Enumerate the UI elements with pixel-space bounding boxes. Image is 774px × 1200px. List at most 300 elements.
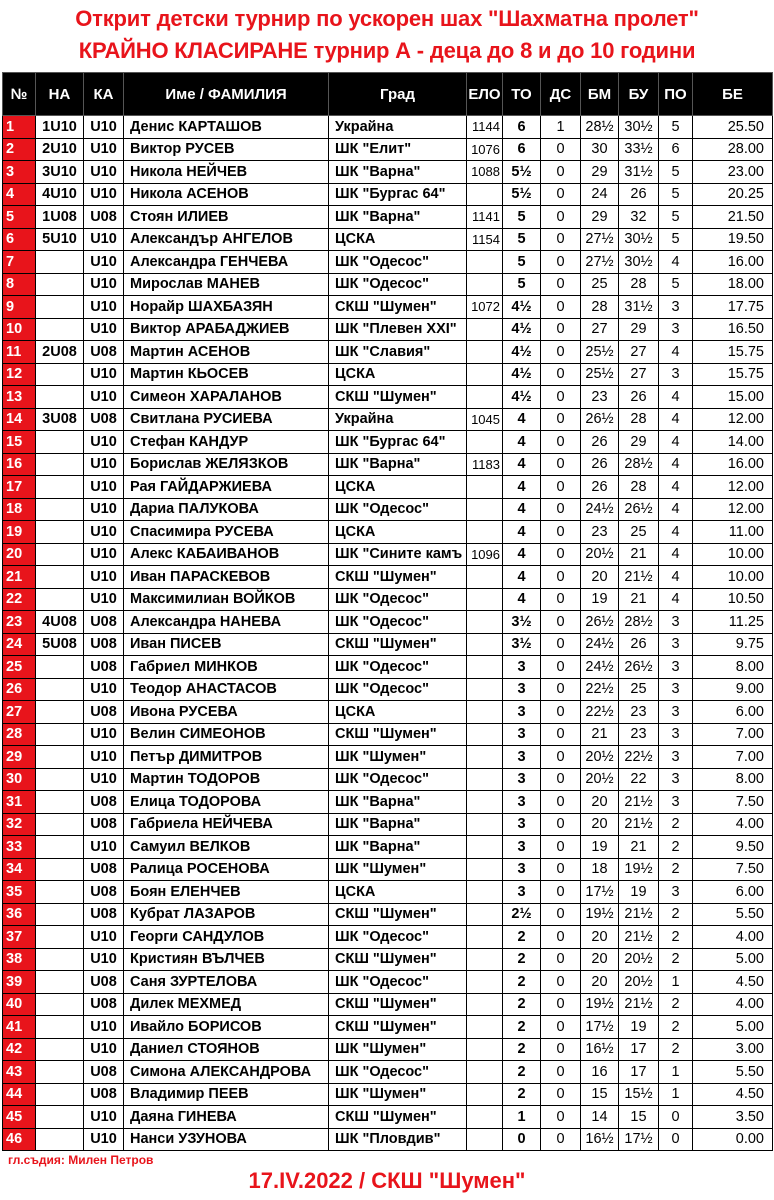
- cell-group: [36, 543, 84, 566]
- cell-median-buchholz: 20½: [581, 768, 619, 791]
- cell-club: ШК "Одесос": [329, 926, 467, 949]
- cell-median-buchholz: 18: [581, 858, 619, 881]
- cell-direct-encounter: 0: [541, 723, 581, 746]
- cell-sonneborn-berger: 9.75: [693, 633, 773, 656]
- cell-sonneborn-berger: 25.50: [693, 116, 773, 139]
- cell-rank: 22: [3, 588, 36, 611]
- cell-category: U10: [84, 161, 124, 184]
- cell-group: [36, 476, 84, 499]
- cell-category: U10: [84, 386, 124, 409]
- cell-sonneborn-berger: 6.00: [693, 881, 773, 904]
- cell-direct-encounter: 0: [541, 768, 581, 791]
- cell-points: 3: [503, 858, 541, 881]
- cell-player-name: Даниел СТОЯНОВ: [124, 1038, 329, 1061]
- cell-group: [36, 498, 84, 521]
- cell-club: ШК "Шумен": [329, 1038, 467, 1061]
- cell-group: [36, 273, 84, 296]
- cell-points: 2: [503, 1061, 541, 1084]
- cell-median-buchholz: 14: [581, 1106, 619, 1129]
- cell-category: U08: [84, 903, 124, 926]
- cell-buchholz: 32: [619, 206, 659, 229]
- table-row: [3, 836, 773, 859]
- table-row: [3, 453, 773, 476]
- cell-elo: [467, 273, 503, 296]
- cell-rank: 46: [3, 1128, 36, 1151]
- cell-wins: 1: [659, 1061, 693, 1084]
- cell-player-name: Кристиян ВЪЛЧЕВ: [124, 948, 329, 971]
- cell-elo: [467, 633, 503, 656]
- cell-category: U08: [84, 341, 124, 364]
- cell-sonneborn-berger: 9.00: [693, 678, 773, 701]
- cell-club: ШК "Варна": [329, 206, 467, 229]
- cell-club: ШК "Варна": [329, 161, 467, 184]
- cell-player-name: Георги САНДУЛОВ: [124, 926, 329, 949]
- cell-club: ШК "Варна": [329, 813, 467, 836]
- cell-wins: 2: [659, 1016, 693, 1039]
- cell-group: 5U10: [36, 228, 84, 251]
- cell-buchholz: 33½: [619, 138, 659, 161]
- cell-club: ШК "Шумен": [329, 1083, 467, 1106]
- cell-elo: [467, 723, 503, 746]
- cell-sonneborn-berger: 14.00: [693, 431, 773, 454]
- cell-points: 2: [503, 948, 541, 971]
- cell-elo: [467, 318, 503, 341]
- table-row: [3, 1061, 773, 1084]
- cell-club: Украйна: [329, 116, 467, 139]
- column-header-points: ТО: [503, 73, 541, 116]
- cell-category: U08: [84, 206, 124, 229]
- cell-wins: 4: [659, 588, 693, 611]
- cell-median-buchholz: 20: [581, 566, 619, 589]
- cell-category: U10: [84, 1016, 124, 1039]
- cell-elo: [467, 791, 503, 814]
- cell-sonneborn-berger: 11.25: [693, 611, 773, 634]
- cell-wins: 2: [659, 813, 693, 836]
- cell-buchholz: 28: [619, 408, 659, 431]
- cell-buchholz: 27: [619, 363, 659, 386]
- cell-sonneborn-berger: 12.00: [693, 408, 773, 431]
- cell-wins: 6: [659, 138, 693, 161]
- cell-sonneborn-berger: 3.00: [693, 1038, 773, 1061]
- cell-wins: 2: [659, 903, 693, 926]
- cell-rank: 2: [3, 138, 36, 161]
- cell-elo: 1045: [467, 408, 503, 431]
- cell-sonneborn-berger: 4.00: [693, 926, 773, 949]
- cell-rank: 31: [3, 791, 36, 814]
- cell-club: ШК "Одесос": [329, 611, 467, 634]
- cell-player-name: Денис КАРТАШОВ: [124, 116, 329, 139]
- cell-buchholz: 31½: [619, 161, 659, 184]
- table-row: [3, 273, 773, 296]
- cell-rank: 30: [3, 768, 36, 791]
- cell-category: U10: [84, 116, 124, 139]
- cell-median-buchholz: 29: [581, 206, 619, 229]
- table-row: [3, 791, 773, 814]
- cell-median-buchholz: 24½: [581, 656, 619, 679]
- cell-group: 3U08: [36, 408, 84, 431]
- cell-club: СКШ "Шумен": [329, 993, 467, 1016]
- cell-buchholz: 21: [619, 588, 659, 611]
- cell-buchholz: 27: [619, 341, 659, 364]
- table-row: [3, 431, 773, 454]
- cell-points: 3: [503, 768, 541, 791]
- cell-club: ШК "Одесос": [329, 251, 467, 274]
- cell-points: 2: [503, 993, 541, 1016]
- cell-median-buchholz: 19½: [581, 903, 619, 926]
- cell-wins: 3: [659, 611, 693, 634]
- table-row: [3, 1128, 773, 1151]
- cell-median-buchholz: 26½: [581, 611, 619, 634]
- cell-elo: 1096: [467, 543, 503, 566]
- cell-elo: [467, 701, 503, 724]
- cell-sonneborn-berger: 10.00: [693, 566, 773, 589]
- cell-direct-encounter: 0: [541, 1061, 581, 1084]
- cell-rank: 11: [3, 341, 36, 364]
- cell-points: 3: [503, 791, 541, 814]
- cell-buchholz: 30½: [619, 228, 659, 251]
- table-row: [3, 633, 773, 656]
- table-row: [3, 363, 773, 386]
- cell-buchholz: 26: [619, 183, 659, 206]
- cell-player-name: Мартин КЬОСЕВ: [124, 363, 329, 386]
- cell-direct-encounter: 0: [541, 341, 581, 364]
- cell-sonneborn-berger: 16.00: [693, 251, 773, 274]
- cell-sonneborn-berger: 12.00: [693, 498, 773, 521]
- cell-category: U10: [84, 521, 124, 544]
- cell-elo: [467, 1106, 503, 1129]
- cell-points: 0: [503, 1128, 541, 1151]
- cell-median-buchholz: 20: [581, 926, 619, 949]
- column-header-buchholz: БУ: [619, 73, 659, 116]
- cell-direct-encounter: 0: [541, 633, 581, 656]
- cell-club: ШК "Шумен": [329, 746, 467, 769]
- cell-category: U10: [84, 498, 124, 521]
- cell-category: U10: [84, 318, 124, 341]
- cell-player-name: Елица ТОДОРОВА: [124, 791, 329, 814]
- cell-direct-encounter: 0: [541, 993, 581, 1016]
- cell-rank: 6: [3, 228, 36, 251]
- cell-sonneborn-berger: 16.00: [693, 453, 773, 476]
- cell-player-name: Иван ПИСЕВ: [124, 633, 329, 656]
- cell-elo: [467, 476, 503, 499]
- cell-group: [36, 678, 84, 701]
- cell-club: ЦСКА: [329, 363, 467, 386]
- cell-group: [36, 431, 84, 454]
- cell-club: ШК "Одесос": [329, 678, 467, 701]
- cell-category: U08: [84, 791, 124, 814]
- cell-category: U10: [84, 453, 124, 476]
- cell-buchholz: 19: [619, 1016, 659, 1039]
- cell-group: [36, 903, 84, 926]
- cell-elo: [467, 341, 503, 364]
- table-row: [3, 116, 773, 139]
- cell-wins: 4: [659, 521, 693, 544]
- cell-sonneborn-berger: 7.50: [693, 791, 773, 814]
- cell-wins: 4: [659, 386, 693, 409]
- cell-player-name: Симона АЛЕКСАНДРОВА: [124, 1061, 329, 1084]
- cell-median-buchholz: 17½: [581, 881, 619, 904]
- cell-rank: 34: [3, 858, 36, 881]
- cell-buchholz: 29: [619, 318, 659, 341]
- cell-elo: 1154: [467, 228, 503, 251]
- cell-sonneborn-berger: 16.50: [693, 318, 773, 341]
- cell-category: U10: [84, 588, 124, 611]
- table-row: [3, 296, 773, 319]
- cell-player-name: Никола НЕЙЧЕВ: [124, 161, 329, 184]
- cell-player-name: Велин СИМЕОНОВ: [124, 723, 329, 746]
- cell-club: СКШ "Шумен": [329, 296, 467, 319]
- cell-buchholz: 17: [619, 1038, 659, 1061]
- cell-player-name: Самуил ВЕЛКОВ: [124, 836, 329, 859]
- cell-elo: [467, 993, 503, 1016]
- cell-category: U10: [84, 476, 124, 499]
- cell-rank: 4: [3, 183, 36, 206]
- cell-buchholz: 21: [619, 543, 659, 566]
- cell-group: [36, 971, 84, 994]
- cell-elo: [467, 678, 503, 701]
- cell-sonneborn-berger: 0.00: [693, 1128, 773, 1151]
- cell-player-name: Виктор РУСЕВ: [124, 138, 329, 161]
- table-row: [3, 1083, 773, 1106]
- cell-player-name: Даяна ГИНЕВА: [124, 1106, 329, 1129]
- table-row: [3, 948, 773, 971]
- cell-buchholz: 23: [619, 701, 659, 724]
- table-body: [3, 116, 773, 1151]
- cell-wins: 5: [659, 206, 693, 229]
- cell-group: [36, 791, 84, 814]
- column-header-median-buchholz: БМ: [581, 73, 619, 116]
- cell-wins: 3: [659, 363, 693, 386]
- table-row: [3, 1106, 773, 1129]
- cell-median-buchholz: 27: [581, 318, 619, 341]
- cell-player-name: Борислав ЖЕЛЯЗКОВ: [124, 453, 329, 476]
- table-row: [3, 881, 773, 904]
- table-row: [3, 318, 773, 341]
- cell-direct-encounter: 0: [541, 206, 581, 229]
- cell-points: 3: [503, 836, 541, 859]
- cell-club: СКШ "Шумен": [329, 1016, 467, 1039]
- cell-player-name: Стефан КАНДУР: [124, 431, 329, 454]
- cell-direct-encounter: 0: [541, 521, 581, 544]
- cell-direct-encounter: 0: [541, 656, 581, 679]
- cell-group: 2U08: [36, 341, 84, 364]
- cell-wins: 3: [659, 723, 693, 746]
- cell-elo: [467, 521, 503, 544]
- cell-rank: 9: [3, 296, 36, 319]
- cell-elo: 1076: [467, 138, 503, 161]
- cell-rank: 5: [3, 206, 36, 229]
- cell-rank: 44: [3, 1083, 36, 1106]
- cell-club: ШК "Елит": [329, 138, 467, 161]
- cell-direct-encounter: 0: [541, 408, 581, 431]
- cell-club: ШК "Сините камъ: [329, 543, 467, 566]
- table-row: [3, 228, 773, 251]
- cell-wins: 4: [659, 408, 693, 431]
- table-row: [3, 1016, 773, 1039]
- cell-median-buchholz: 25½: [581, 341, 619, 364]
- cell-points: 4: [503, 566, 541, 589]
- cell-group: [36, 1061, 84, 1084]
- cell-category: U10: [84, 363, 124, 386]
- cell-buchholz: 17: [619, 1061, 659, 1084]
- cell-rank: 16: [3, 453, 36, 476]
- cell-points: 3½: [503, 633, 541, 656]
- cell-buchholz: 26½: [619, 656, 659, 679]
- cell-median-buchholz: 27½: [581, 228, 619, 251]
- cell-rank: 3: [3, 161, 36, 184]
- cell-buchholz: 25: [619, 678, 659, 701]
- cell-buchholz: 21: [619, 836, 659, 859]
- cell-direct-encounter: 0: [541, 1038, 581, 1061]
- cell-points: 5½: [503, 161, 541, 184]
- cell-buchholz: 15: [619, 1106, 659, 1129]
- cell-sonneborn-berger: 18.00: [693, 273, 773, 296]
- cell-wins: 2: [659, 858, 693, 881]
- cell-group: 1U08: [36, 206, 84, 229]
- cell-category: U10: [84, 746, 124, 769]
- cell-group: [36, 453, 84, 476]
- cell-rank: 7: [3, 251, 36, 274]
- cell-player-name: Владимир ПЕЕВ: [124, 1083, 329, 1106]
- cell-rank: 13: [3, 386, 36, 409]
- cell-buchholz: 29: [619, 431, 659, 454]
- cell-sonneborn-berger: 12.00: [693, 476, 773, 499]
- cell-wins: 4: [659, 543, 693, 566]
- cell-median-buchholz: 20½: [581, 746, 619, 769]
- cell-category: U10: [84, 431, 124, 454]
- cell-direct-encounter: 0: [541, 431, 581, 454]
- cell-points: 4: [503, 498, 541, 521]
- cell-median-buchholz: 16½: [581, 1128, 619, 1151]
- cell-rank: 42: [3, 1038, 36, 1061]
- cell-sonneborn-berger: 8.00: [693, 768, 773, 791]
- cell-group: [36, 813, 84, 836]
- cell-club: ШК "Одесос": [329, 656, 467, 679]
- cell-direct-encounter: 0: [541, 273, 581, 296]
- cell-direct-encounter: 0: [541, 858, 581, 881]
- cell-wins: 3: [659, 318, 693, 341]
- cell-player-name: Иван ПАРАСКЕВОВ: [124, 566, 329, 589]
- cell-points: 5: [503, 273, 541, 296]
- cell-group: [36, 1016, 84, 1039]
- cell-club: СКШ "Шумен": [329, 633, 467, 656]
- cell-club: СКШ "Шумен": [329, 903, 467, 926]
- cell-wins: 3: [659, 656, 693, 679]
- cell-points: 3: [503, 678, 541, 701]
- cell-club: ШК "Одесос": [329, 768, 467, 791]
- table-row: [3, 588, 773, 611]
- cell-median-buchholz: 20: [581, 948, 619, 971]
- cell-player-name: Мирослав МАНЕВ: [124, 273, 329, 296]
- cell-elo: [467, 836, 503, 859]
- cell-sonneborn-berger: 3.50: [693, 1106, 773, 1129]
- cell-rank: 21: [3, 566, 36, 589]
- cell-buchholz: 20½: [619, 948, 659, 971]
- cell-elo: [467, 498, 503, 521]
- cell-elo: [467, 746, 503, 769]
- cell-sonneborn-berger: 5.50: [693, 1061, 773, 1084]
- table-row: [3, 993, 773, 1016]
- cell-buchholz: 31½: [619, 296, 659, 319]
- cell-elo: [467, 1038, 503, 1061]
- cell-rank: 37: [3, 926, 36, 949]
- cell-group: [36, 926, 84, 949]
- cell-wins: 0: [659, 1128, 693, 1151]
- standings-subtitle: КРАЙНО КЛАСИРАНЕ турнир А - деца до 8 и до 10 години: [78, 38, 696, 63]
- cell-sonneborn-berger: 21.50: [693, 206, 773, 229]
- cell-sonneborn-berger: 15.75: [693, 341, 773, 364]
- cell-elo: 1088: [467, 161, 503, 184]
- cell-sonneborn-berger: 7.00: [693, 746, 773, 769]
- cell-buchholz: 23: [619, 723, 659, 746]
- table-row: [3, 611, 773, 634]
- cell-median-buchholz: 19½: [581, 993, 619, 1016]
- cell-player-name: Норайр ШАХБАЗЯН: [124, 296, 329, 319]
- cell-club: ШК "Пловдив": [329, 1128, 467, 1151]
- cell-points: 3: [503, 656, 541, 679]
- cell-group: [36, 993, 84, 1016]
- cell-player-name: Ивона РУСЕВА: [124, 701, 329, 724]
- cell-category: U10: [84, 183, 124, 206]
- cell-player-name: Теодор АНАСТАСОВ: [124, 678, 329, 701]
- cell-buchholz: 20½: [619, 971, 659, 994]
- cell-sonneborn-berger: 19.50: [693, 228, 773, 251]
- cell-points: 1: [503, 1106, 541, 1129]
- cell-player-name: Свитлана РУСИЕВА: [124, 408, 329, 431]
- cell-club: ШК "Одесос": [329, 588, 467, 611]
- cell-sonneborn-berger: 4.50: [693, 1083, 773, 1106]
- cell-player-name: Александра НАНЕВА: [124, 611, 329, 634]
- cell-median-buchholz: 24½: [581, 633, 619, 656]
- cell-wins: 4: [659, 566, 693, 589]
- cell-direct-encounter: 0: [541, 183, 581, 206]
- cell-direct-encounter: 0: [541, 453, 581, 476]
- cell-elo: [467, 588, 503, 611]
- column-header-elo: ЕЛО: [467, 73, 503, 116]
- table-row: [3, 251, 773, 274]
- cell-wins: 2: [659, 926, 693, 949]
- cell-group: [36, 768, 84, 791]
- cell-category: U10: [84, 228, 124, 251]
- cell-direct-encounter: 0: [541, 386, 581, 409]
- cell-points: 4½: [503, 296, 541, 319]
- cell-direct-encounter: 0: [541, 1106, 581, 1129]
- cell-points: 2: [503, 1083, 541, 1106]
- table-row: [3, 768, 773, 791]
- cell-points: 2½: [503, 903, 541, 926]
- cell-sonneborn-berger: 4.00: [693, 993, 773, 1016]
- cell-group: 4U08: [36, 611, 84, 634]
- cell-rank: 20: [3, 543, 36, 566]
- cell-elo: [467, 1083, 503, 1106]
- cell-buchholz: 25: [619, 521, 659, 544]
- cell-buchholz: 21½: [619, 813, 659, 836]
- cell-wins: 3: [659, 678, 693, 701]
- cell-buchholz: 22: [619, 768, 659, 791]
- cell-wins: 5: [659, 161, 693, 184]
- cell-category: U10: [84, 836, 124, 859]
- cell-group: [36, 881, 84, 904]
- table-row: [3, 1038, 773, 1061]
- cell-player-name: Кубрат ЛАЗАРОВ: [124, 903, 329, 926]
- cell-median-buchholz: 23: [581, 521, 619, 544]
- cell-club: ШК "Плевен XXI": [329, 318, 467, 341]
- cell-wins: 2: [659, 948, 693, 971]
- cell-group: 3U10: [36, 161, 84, 184]
- cell-sonneborn-berger: 15.75: [693, 363, 773, 386]
- cell-wins: 0: [659, 1106, 693, 1129]
- cell-club: ЦСКА: [329, 701, 467, 724]
